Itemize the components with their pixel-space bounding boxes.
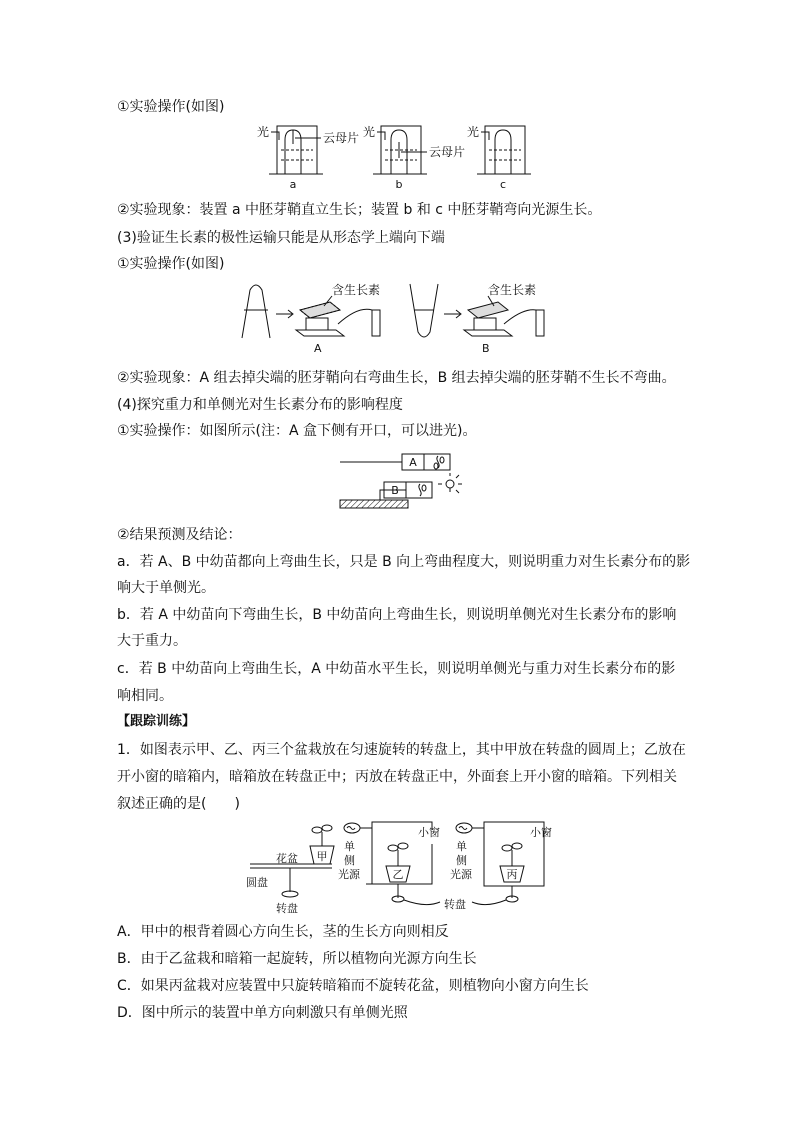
section4-title: (4)探究重力和单侧光对生长素分布的影响程度	[117, 397, 403, 413]
flowerpot-label: 花盆	[276, 852, 298, 865]
pot-jia-label: 甲	[316, 850, 328, 863]
light-bulb-icon	[438, 473, 462, 493]
figure-mica-experiment	[255, 122, 555, 192]
section3-title: (3)验证生长素的极性运输只能是从形态学上端向下端	[117, 230, 445, 246]
result-a-line2: 响大于单侧光。	[117, 580, 215, 596]
option-d[interactable]: D．图中所示的装置中单方向刺激只有单侧光照	[117, 1005, 408, 1021]
result-title: ②结果预测及结论：	[117, 527, 242, 543]
light-source-icon-2	[456, 823, 472, 833]
side-light-1-ce: 侧	[344, 854, 355, 867]
contains-auxin-label-a: 含生长素	[332, 283, 381, 297]
exp-operation-label: ①实验操作(如图)	[117, 99, 225, 115]
device-a	[257, 124, 359, 191]
question1-line3: 叙述正确的是( )	[117, 796, 240, 812]
section4-operation: ①实验操作：如图所示(注：A 盒下侧有开口，可以进光)。	[117, 423, 477, 439]
device-b-label: b	[395, 178, 403, 191]
pot-bing-label: 丙	[506, 868, 518, 881]
figure-turntable	[246, 822, 556, 918]
option-a[interactable]: A．甲中的根背着圆心方向生长，茎的生长方向则相反	[117, 924, 449, 940]
device-a-label: a	[289, 178, 297, 191]
question1-line1: 1．如图表示甲、乙、丙三个盆栽放在匀速旋转的转盘上，其中甲放在转盘的圆周上；乙放在	[117, 742, 686, 758]
device-c-label: c	[499, 178, 507, 191]
arrow-a	[276, 310, 293, 318]
side-light-2-dan: 单	[456, 840, 467, 853]
turntable-label-1: 转盘	[276, 902, 298, 915]
side-light-2-source: 光源	[450, 868, 472, 881]
side-light-1-dan: 单	[344, 840, 355, 853]
result-b-line2: 大于重力。	[117, 633, 187, 649]
figure-gravity-light	[338, 452, 468, 514]
training-header: 【跟踪训练】	[117, 714, 196, 729]
pot-yi-label: 乙	[392, 868, 404, 881]
result-b-line1: b．若 A 中幼苗向下弯曲生长，B 中幼苗向上弯曲生长，则说明单侧光对生长素分布的影响	[117, 607, 677, 623]
light-label-b: 光	[363, 125, 376, 139]
exp-phenomenon: ②实验现象：装置 a 中胚芽鞘直立生长；装置 b 和 c 中胚芽鞘弯向光源生长。	[117, 202, 602, 218]
disc-label: 圆盘	[246, 876, 268, 889]
mica-label-b: 云母片	[429, 145, 466, 159]
result-c-line1: c．若 B 中幼苗向上弯曲生长，A 中幼苗水平生长，则说明单侧光与重力对生长素分布的影	[117, 661, 676, 677]
agar-block-a	[296, 302, 344, 336]
window-label-2: 小窗	[530, 826, 552, 839]
light-source-icon-1	[344, 823, 360, 833]
light-label-c: 光	[467, 125, 480, 139]
agar-block-b	[464, 302, 512, 336]
side-light-2-ce: 侧	[456, 854, 467, 867]
option-b[interactable]: B．由于乙盆栽和暗箱一起旋转，所以植物向光源方向生长	[117, 951, 477, 967]
question1-line2: 开小窗的暗箱内，暗箱放在转盘正中；丙放在转盘正中，外面套上开小窗的暗箱。下列相关	[117, 769, 677, 785]
group-a-label: A	[314, 342, 322, 355]
coleoptile-a	[242, 285, 270, 338]
box-a-label: A	[409, 456, 417, 469]
device-b	[363, 124, 465, 191]
mica-label-a: 云母片	[323, 131, 360, 145]
turntable-label-2: 转盘	[444, 898, 466, 911]
window-label-1: 小窗	[418, 826, 440, 839]
group-b-label: B	[482, 342, 490, 355]
section3-phenomenon: ②实验现象：A 组去掉尖端的胚芽鞘向右弯曲生长，B 组去掉尖端的胚芽鞘不生长不弯曲。	[117, 370, 676, 386]
result-a-line1: a．若 A、B 中幼苗都向上弯曲生长，只是 B 向上弯曲程度大，则说明重力对生长素分布的影	[117, 554, 691, 570]
device-c	[467, 124, 531, 191]
result-c-line2: 响相同。	[117, 688, 173, 704]
figure-polar-transport	[238, 280, 558, 360]
light-label-a: 光	[257, 125, 270, 139]
side-light-1-source: 光源	[338, 868, 360, 881]
option-c[interactable]: C．如果丙盆栽对应装置中只旋转暗箱而不旋转花盆，则植物向小窗方向生长	[117, 978, 589, 994]
arrow-b	[444, 310, 461, 318]
section3-operation-label: ①实验操作(如图)	[117, 256, 225, 272]
box-b-label: B	[391, 484, 399, 497]
contains-auxin-label-b: 含生长素	[488, 283, 537, 297]
